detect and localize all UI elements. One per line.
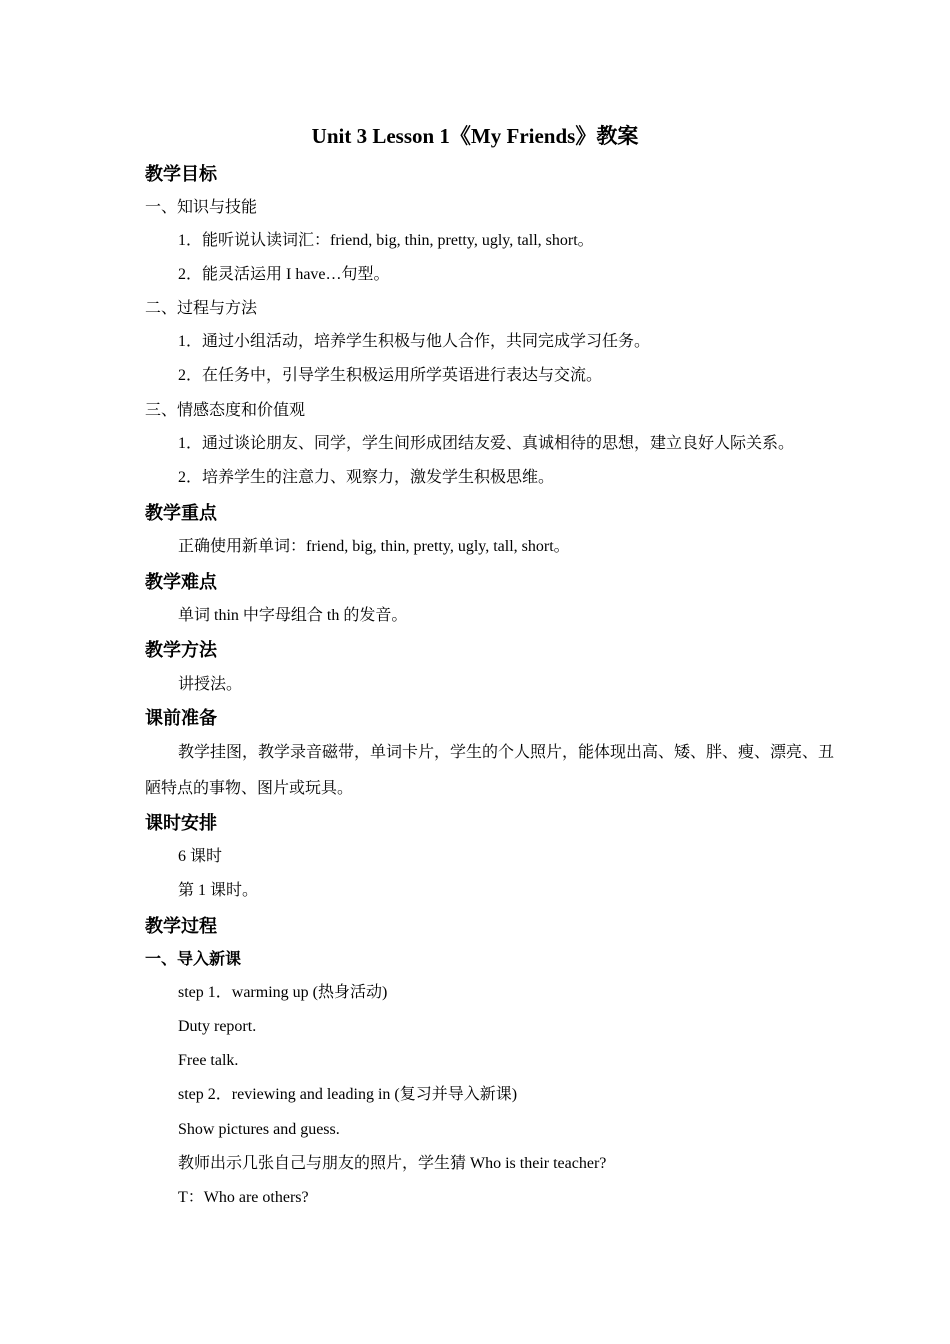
process-line: Free talk. [178,1052,239,1069]
section-heading-preparation: 课前准备 [145,708,217,728]
goal-item: 1．通过谈论朋友、同学，学生间形成团结友爱、真诚相待的思想，建立良好人际关系。 [178,435,795,452]
process-part-heading: 一、导入新课 [145,951,242,968]
process-line: step 1．warming up (热身活动) [178,984,388,1001]
process-line: Show pictures and guess. [178,1121,340,1138]
process-line: step 2．reviewing and leading in (复习并导入新课) [178,1086,518,1103]
key-points-text: 正确使用新单词：friend, big, thin, pretty, ugly, tall, short。 [178,538,570,555]
goal-item: 2．在任务中，引导学生积极运用所学英语进行表达与交流。 [178,367,603,384]
goal-item: 2．培养学生的注意力、观察力，激发学生积极思维。 [178,469,555,486]
process-line: 教师出示几张自己与朋友的照片，学生猜 Who is their teacher? [178,1155,607,1172]
goal-category: 一、知识与技能 [145,199,258,216]
section-heading-process: 教学过程 [145,916,217,936]
goal-item: 1．通过小组活动，培养学生积极与他人合作，共同完成学习任务。 [178,333,651,350]
preparation-text-line-2: 陋特点的事物、图片或玩具。 [145,780,354,797]
section-heading-schedule: 课时安排 [145,813,217,833]
process-line: T：Who are others? [178,1189,309,1206]
section-heading-difficulties: 教学难点 [145,572,217,592]
section-heading-methods: 教学方法 [145,640,217,660]
schedule-current: 第 1 课时。 [178,882,259,899]
goal-item: 1．能听说认读词汇：friend, big, thin, pretty, ugly, tall, short。 [178,232,594,249]
difficulties-text: 单词 thin 中字母组合 th 的发音。 [178,607,408,624]
preparation-text-line-1: 教学挂图，教学录音磁带，单词卡片，学生的个人照片，能体现出高、矮、胖、瘦、漂亮、丑 [178,744,835,761]
goal-item: 2．能灵活运用 I have…句型。 [178,266,390,283]
goal-category: 三、情感态度和价值观 [145,402,306,419]
process-line: Duty report. [178,1018,257,1035]
section-heading-goals: 教学目标 [145,164,217,184]
document-title: Unit 3 Lesson 1《My Friends》教案 [311,124,639,148]
schedule-total: 6 课时 [178,848,223,865]
goal-category: 二、过程与方法 [145,300,258,317]
section-heading-key-points: 教学重点 [145,503,217,523]
methods-text: 讲授法。 [178,676,243,693]
